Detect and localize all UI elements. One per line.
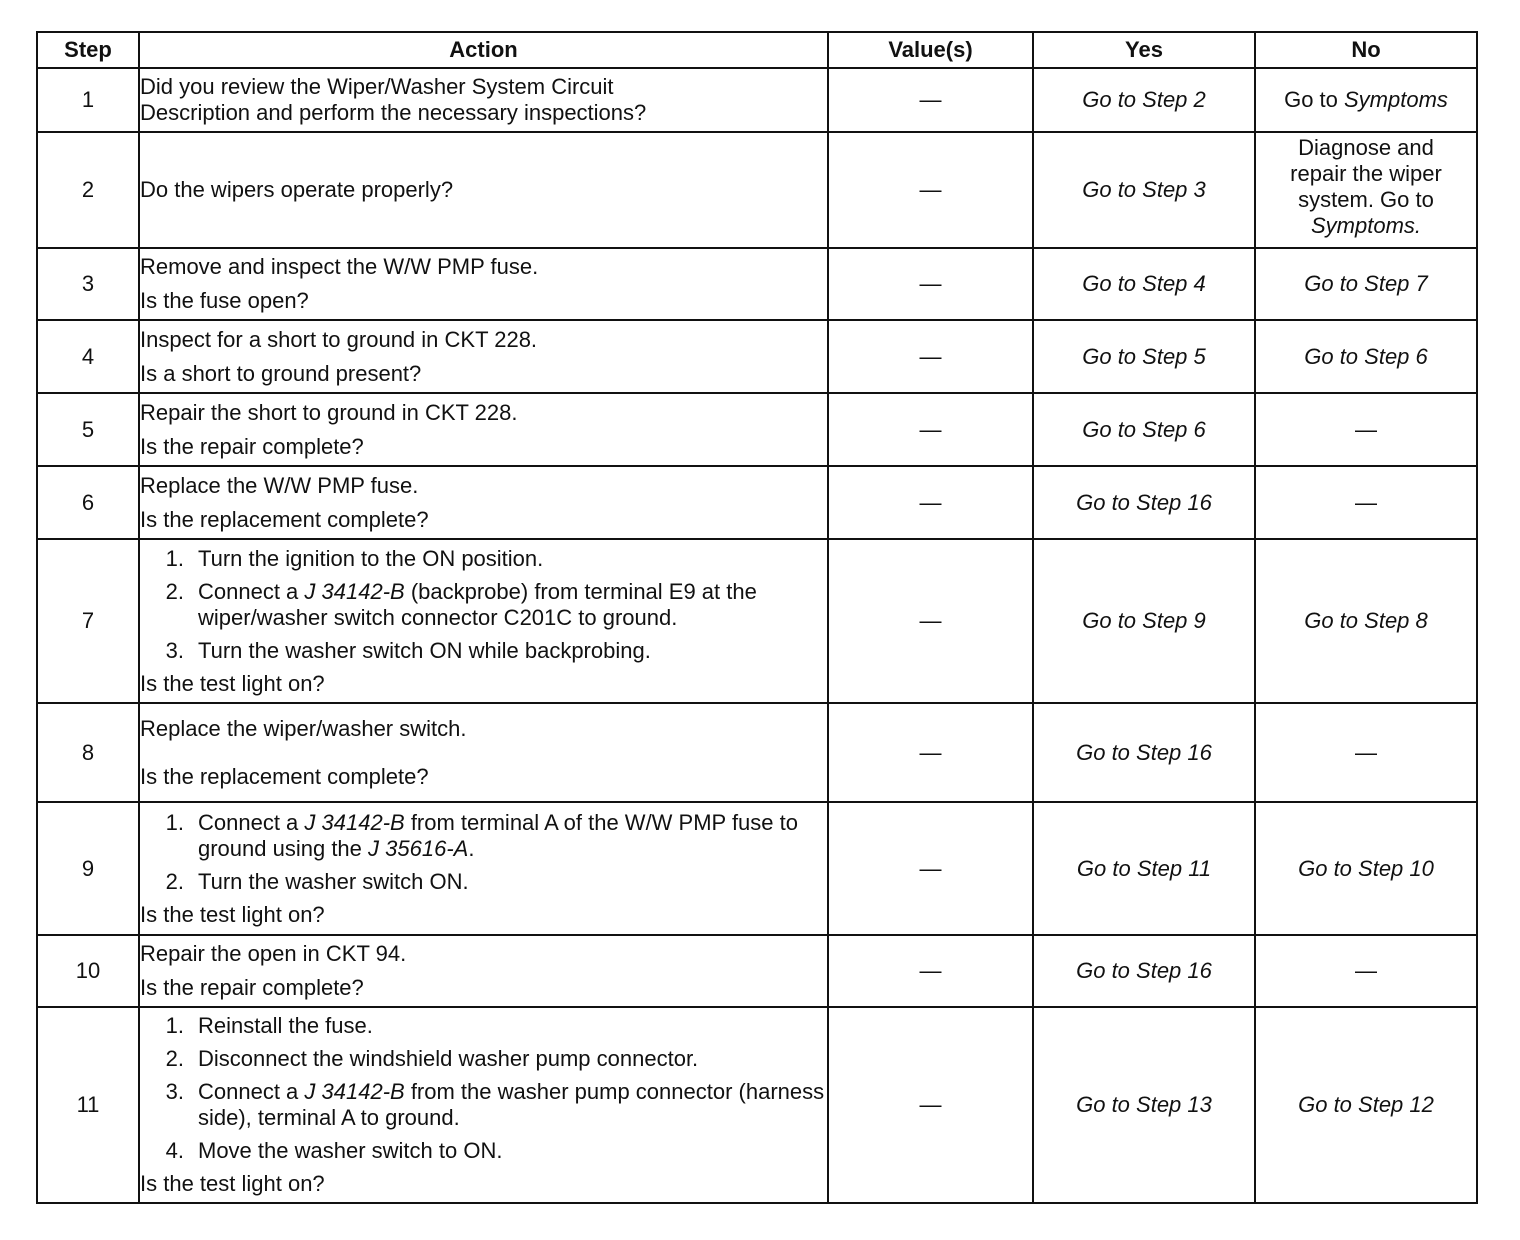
action-cell [139, 466, 828, 539]
yes-cell: Go to Step 16 [1033, 935, 1255, 1007]
action-cell [139, 393, 828, 466]
tool-name: J 35616-A [368, 835, 469, 861]
step-number: 10 [37, 935, 139, 1007]
no-cell: Go to Step 7 [1255, 248, 1477, 320]
list-number: 2. [165, 1046, 184, 1071]
table-row [37, 935, 1477, 1007]
action-cell [139, 248, 828, 320]
no-cell: Go to Step 6 [1255, 320, 1477, 393]
list-number: 1. [165, 1013, 184, 1038]
diagnostic-table [36, 31, 1478, 1204]
header-yes: Yes [1033, 32, 1255, 68]
no-cell: Go to Step 10 [1255, 802, 1477, 935]
question-text: Is the fuse open? [140, 288, 309, 313]
table-row [37, 320, 1477, 393]
question-text: Is the repair complete? [140, 433, 364, 459]
action-text: Description and perform the necessary inspections? [140, 100, 647, 125]
yes-cell: Go to Step 11 [1033, 802, 1255, 935]
value-cell: — [828, 466, 1033, 539]
list-text [198, 1079, 827, 1131]
value-cell: — [828, 320, 1033, 393]
value-cell: — [828, 248, 1033, 320]
list-number: 2. [165, 868, 184, 894]
question-text: Is the test light on? [140, 901, 325, 927]
list-text: Turn the ignition to the ON position. [198, 545, 544, 571]
action-cell [139, 68, 828, 132]
question-text: Is the repair complete? [140, 975, 364, 1000]
action-text: Inspect for a short to ground in CKT 228. [140, 326, 538, 352]
question-text: Is a short to ground present? [140, 360, 422, 386]
yes-cell: Go to Step 3 [1033, 132, 1255, 248]
list-number: 1. [165, 809, 184, 835]
list-text-part: (backprobe) from terminal E9 at the wiper/washer switch connector C201C to ground. [198, 578, 757, 630]
tool-name: J 34142-B [304, 809, 405, 835]
table-row [37, 1007, 1477, 1203]
list-item [140, 1013, 827, 1039]
list-text: Turn the washer switch ON while backprobing. [198, 637, 651, 663]
value-cell: — [828, 935, 1033, 1007]
no-cell [1255, 68, 1477, 132]
no-text: Go to [1284, 87, 1344, 112]
step-number: 3 [37, 248, 139, 320]
no-cell: Go to Step 8 [1255, 539, 1477, 703]
header-no: No [1255, 32, 1477, 68]
yes-cell: Go to Step 4 [1033, 248, 1255, 320]
step-number: 11 [37, 1007, 139, 1203]
list-text: Disconnect the windshield washer pump connector. [198, 1046, 699, 1071]
action-text: Remove and inspect the W/W PMP fuse. [140, 254, 539, 279]
list-item [140, 546, 827, 572]
value-cell: — [828, 132, 1033, 248]
action-text: Do the wipers operate properly? [140, 177, 454, 202]
step-number: 7 [37, 539, 139, 703]
list-item [140, 579, 827, 631]
action-cell [139, 1007, 828, 1203]
yes-cell: Go to Step 2 [1033, 68, 1255, 132]
action-text: Repair the short to ground in CKT 228. [140, 399, 518, 425]
list-item [140, 810, 827, 862]
list-text-part: Connect a [198, 578, 305, 604]
no-text-italic: Symptoms. [1310, 213, 1422, 238]
list-number: 3. [165, 1079, 184, 1104]
no-text: system. Go to [1298, 187, 1434, 212]
no-text-italic: Symptoms [1344, 87, 1448, 112]
yes-cell: Go to Step 6 [1033, 393, 1255, 466]
action-text: Replace the W/W PMP fuse. [140, 472, 419, 498]
yes-cell: Go to Step 9 [1033, 539, 1255, 703]
table-row [37, 703, 1477, 802]
list-text-part: from the washer pump connector (harness side), terminal A to ground. [198, 1079, 825, 1130]
question-text: Is the test light on? [140, 1171, 325, 1196]
action-text: Replace the wiper/washer switch. [140, 715, 467, 741]
action-cell [139, 935, 828, 1007]
value-cell: — [828, 539, 1033, 703]
step-number: 9 [37, 802, 139, 935]
no-cell: — [1255, 935, 1477, 1007]
question-text: Is the replacement complete? [140, 763, 429, 789]
no-cell: — [1255, 466, 1477, 539]
value-cell: — [828, 703, 1033, 802]
list-text: Move the washer switch to ON. [198, 1138, 503, 1163]
list-item [140, 1079, 827, 1131]
list-number: 1. [165, 545, 184, 571]
list-number: 3. [165, 637, 184, 663]
table-row [37, 68, 1477, 132]
no-cell [1255, 132, 1477, 248]
list-text: Reinstall the fuse. [198, 1013, 373, 1038]
step-number: 8 [37, 703, 139, 802]
question-text: Is the replacement complete? [140, 506, 429, 532]
no-text: repair the wiper [1290, 161, 1442, 186]
list-number: 2. [165, 578, 184, 604]
no-cell: — [1255, 393, 1477, 466]
step-number: 5 [37, 393, 139, 466]
step-number: 6 [37, 466, 139, 539]
table-row [37, 539, 1477, 703]
list-text [198, 579, 827, 631]
header-action: Action [139, 32, 828, 68]
action-text: Repair the open in CKT 94. [140, 941, 407, 966]
list-item [140, 1138, 827, 1164]
table-row [37, 802, 1477, 935]
action-cell [139, 703, 828, 802]
no-text: Diagnose and [1298, 135, 1434, 160]
yes-cell: Go to Step 16 [1033, 703, 1255, 802]
list-text-part: from terminal A of the W/W PMP fuse to ground using the [198, 809, 798, 861]
action-cell [139, 132, 828, 248]
header-step: Step [37, 32, 139, 68]
tool-name: J 34142-B [304, 1079, 405, 1104]
list-text-part: . [468, 835, 475, 861]
action-cell [139, 539, 828, 703]
yes-cell: Go to Step 13 [1033, 1007, 1255, 1203]
header-row [37, 32, 1477, 68]
value-cell: — [828, 1007, 1033, 1203]
list-item [140, 869, 827, 895]
tool-name: J 34142-B [304, 578, 405, 604]
action-cell [139, 320, 828, 393]
list-item [140, 638, 827, 664]
no-cell: Go to Step 12 [1255, 1007, 1477, 1203]
step-number: 2 [37, 132, 139, 248]
step-number: 4 [37, 320, 139, 393]
table-row [37, 132, 1477, 248]
list-text: Turn the washer switch ON. [198, 868, 469, 894]
header-values: Value(s) [828, 32, 1033, 68]
table-row [37, 393, 1477, 466]
spacer [140, 742, 827, 764]
no-cell: — [1255, 703, 1477, 802]
action-cell [139, 802, 828, 935]
list-text [198, 810, 827, 862]
list-item [140, 1046, 827, 1072]
value-cell: — [828, 802, 1033, 935]
step-number: 1 [37, 68, 139, 132]
value-cell: — [828, 393, 1033, 466]
yes-cell: Go to Step 16 [1033, 466, 1255, 539]
yes-cell: Go to Step 5 [1033, 320, 1255, 393]
list-number: 4. [165, 1138, 184, 1163]
action-text: Did you review the Wiper/Washer System Circuit [140, 74, 614, 99]
table-row [37, 466, 1477, 539]
question-text: Is the test light on? [140, 670, 325, 696]
list-text-part: Connect a [198, 1079, 305, 1104]
value-cell: — [828, 68, 1033, 132]
table-row [37, 248, 1477, 320]
list-text-part: Connect a [198, 809, 305, 835]
